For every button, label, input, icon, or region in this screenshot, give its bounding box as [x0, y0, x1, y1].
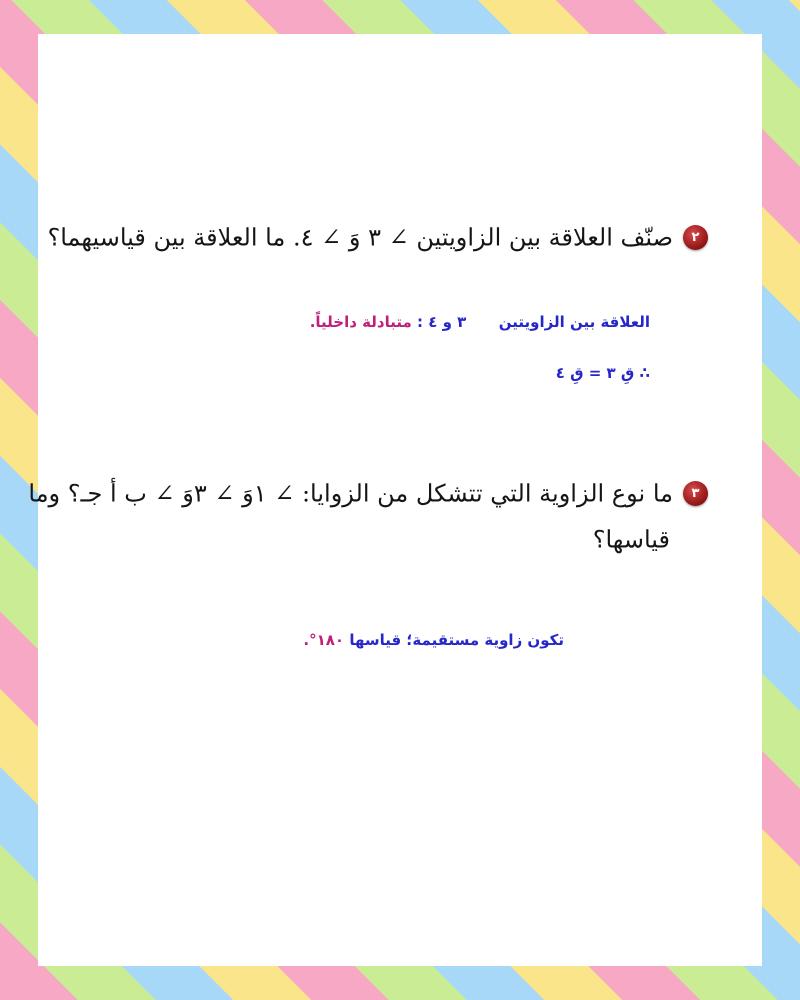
question-text: صنّف العلاقة بين الزاويتين ∠ ٣ وَ ∠ ٤. ما العلاقة بين قياسيهما؟ [47, 223, 673, 252]
answer-2-equation [556, 364, 650, 382]
answer-equation: ∴ قِ ٣ = قِ ٤ [555, 364, 650, 382]
answer-text: تكون زاوية مستقيمة؛ قياسها [349, 631, 564, 649]
answer-label: العلاقة بين الزاويتين [498, 313, 650, 331]
question-number-badge: ٢ [683, 225, 708, 250]
answer-angles: ٣ و ٤ : [417, 313, 467, 331]
answer-measure: ١٨٠°. [303, 631, 345, 649]
question-2 [47, 222, 708, 252]
question-number-badge: ٣ [683, 481, 708, 506]
question-3 [28, 478, 708, 508]
answer-2-relation [310, 313, 650, 331]
question-text-line-2: قياسها؟ [592, 525, 670, 554]
answer-3 [303, 631, 564, 649]
answer-result: متبادلة داخلياً. [309, 313, 412, 331]
question-3-line-2 [593, 524, 670, 554]
question-text-line-1: ما نوع الزاوية التي تتشكل من الزوايا: ∠ ١وَ ∠ ٣وَ ∠ ب أ جـ؟ وما [28, 479, 673, 508]
